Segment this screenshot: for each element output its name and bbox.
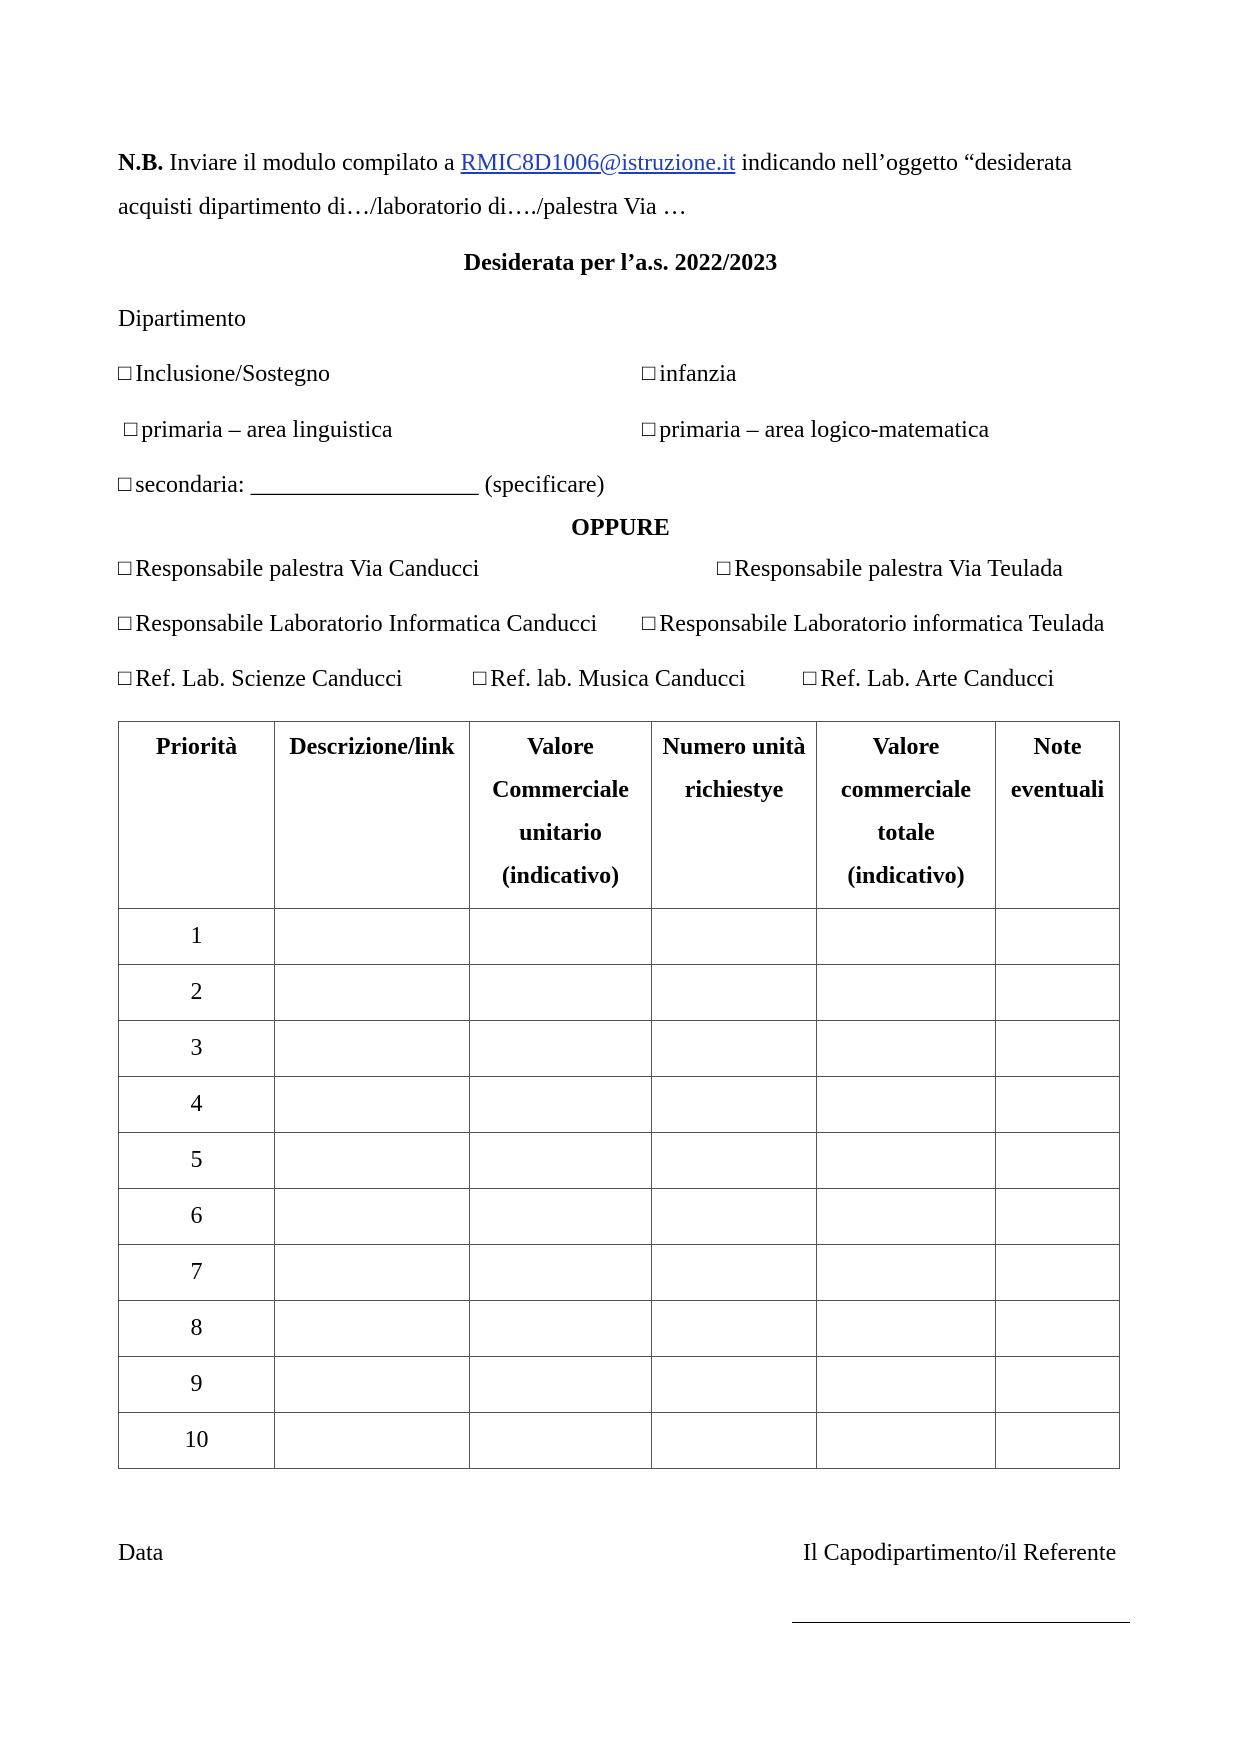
descrizione-cell[interactable] [275, 1245, 470, 1301]
option-label: Responsabile Laboratorio Informatica Canducci [135, 611, 598, 637]
option-inclusione[interactable] [118, 362, 330, 386]
checkbox-icon[interactable]: □ [717, 555, 731, 580]
priority-cell: 2 [119, 965, 275, 1021]
valore-totale-cell[interactable] [817, 1301, 996, 1357]
valore-totale-cell[interactable] [817, 965, 996, 1021]
option-label: infanzia [659, 361, 737, 387]
table-row [119, 909, 1120, 965]
option-label: Ref. lab. Musica Canducci [490, 666, 746, 692]
valore-totale-cell[interactable] [817, 909, 996, 965]
checkbox-icon[interactable]: □ [118, 610, 132, 635]
header-note: Note eventuali [996, 722, 1120, 909]
table-row [119, 1077, 1120, 1133]
descrizione-cell[interactable] [275, 1077, 470, 1133]
note-cell[interactable] [996, 1301, 1120, 1357]
valore-totale-cell[interactable] [817, 1245, 996, 1301]
numero-unita-cell[interactable] [652, 1189, 817, 1245]
option-label: Responsabile palestra Via Teulada [734, 556, 1063, 582]
table-row [119, 1357, 1120, 1413]
note-line-2: acquisti dipartimento di…/laboratorio di…./palestra Via … [118, 194, 687, 220]
option-ref-musica[interactable] [473, 667, 746, 691]
note-cell[interactable] [996, 909, 1120, 965]
checkbox-icon[interactable]: □ [118, 360, 132, 385]
option-palestra-canducci[interactable] [118, 557, 479, 581]
valore-unitario-cell[interactable] [470, 1189, 652, 1245]
checkbox-icon[interactable]: □ [642, 360, 656, 385]
priority-cell: 1 [119, 909, 275, 965]
header-valore-unitario: Valore Commerciale unitario (indicativo) [470, 722, 652, 909]
table-row [119, 1245, 1120, 1301]
priority-cell: 8 [119, 1301, 275, 1357]
numero-unita-cell[interactable] [652, 1021, 817, 1077]
note-cell[interactable] [996, 1077, 1120, 1133]
note-cell[interactable] [996, 965, 1120, 1021]
table-row [119, 1413, 1120, 1469]
option-lab-info-canducci[interactable] [118, 612, 597, 636]
table-row [119, 965, 1120, 1021]
table-row [119, 1133, 1120, 1189]
valore-totale-cell[interactable] [817, 1413, 996, 1469]
priority-cell: 9 [119, 1357, 275, 1413]
priority-cell: 6 [119, 1189, 275, 1245]
data-label: Data [118, 1540, 164, 1566]
valore-unitario-cell[interactable] [470, 965, 652, 1021]
header-descrizione: Descrizione/link [275, 722, 470, 909]
note-cell[interactable] [996, 1133, 1120, 1189]
note-text-2: indicando nell’oggetto “desiderata [735, 150, 1072, 176]
option-label: primaria – area logico-matematica [659, 417, 990, 443]
valore-unitario-cell[interactable] [470, 1021, 652, 1077]
note-text-1: Inviare il modulo compilato a [163, 150, 461, 176]
valore-totale-cell[interactable] [817, 1189, 996, 1245]
checkbox-icon[interactable]: □ [118, 665, 132, 690]
note-prefix: N.B. [118, 150, 164, 176]
option-label: Inclusione/Sostegno [135, 361, 330, 387]
option-ref-scienze[interactable] [118, 667, 403, 691]
checkbox-icon[interactable]: □ [642, 416, 656, 441]
option-label: primaria – area linguistica [141, 417, 393, 443]
checkbox-icon[interactable]: □ [124, 416, 138, 441]
option-infanzia[interactable] [642, 362, 737, 386]
numero-unita-cell[interactable] [652, 1301, 817, 1357]
option-primaria-matematica[interactable] [642, 418, 989, 442]
checkbox-icon[interactable]: □ [118, 555, 132, 580]
option-secondaria[interactable] [118, 473, 604, 497]
header-numero-unita: Numero unità richiestye [652, 722, 817, 909]
numero-unita-cell[interactable] [652, 1357, 817, 1413]
note-cell[interactable] [996, 1245, 1120, 1301]
checkbox-icon[interactable]: □ [473, 665, 487, 690]
checkbox-icon[interactable]: □ [803, 665, 817, 690]
numero-unita-cell[interactable] [652, 909, 817, 965]
numero-unita-cell[interactable] [652, 1077, 817, 1133]
table-header-row [119, 722, 1120, 909]
option-label: secondaria: ___________________ (specificare) [135, 472, 605, 498]
option-lab-info-teulada[interactable] [642, 612, 1104, 636]
note-cell[interactable] [996, 1357, 1120, 1413]
signature-line[interactable] [792, 1622, 1130, 1623]
option-label: Responsabile Laboratorio informatica Teulada [659, 611, 1105, 637]
priority-cell: 10 [119, 1413, 275, 1469]
table-row [119, 1189, 1120, 1245]
valore-totale-cell[interactable] [817, 1077, 996, 1133]
descrizione-cell[interactable] [275, 1189, 470, 1245]
numero-unita-cell[interactable] [652, 1133, 817, 1189]
priority-cell: 3 [119, 1021, 275, 1077]
note-cell[interactable] [996, 1021, 1120, 1077]
dipartimento-label: Dipartimento [118, 306, 246, 332]
priority-cell: 4 [119, 1077, 275, 1133]
descrizione-cell[interactable] [275, 1133, 470, 1189]
oppure-heading: OPPURE [571, 515, 670, 541]
note-line-1 [118, 151, 1072, 175]
header-valore-totale: Valore commerciale totale (indicativo) [817, 722, 996, 909]
descrizione-cell[interactable] [275, 1413, 470, 1469]
valore-unitario-cell[interactable] [470, 1301, 652, 1357]
note-cell[interactable] [996, 1413, 1120, 1469]
valore-unitario-cell[interactable] [470, 1413, 652, 1469]
option-palestra-teulada[interactable] [717, 557, 1063, 581]
valore-unitario-cell[interactable] [470, 1133, 652, 1189]
option-label: Ref. Lab. Arte Canducci [820, 666, 1055, 692]
descrizione-cell[interactable] [275, 1301, 470, 1357]
table-row [119, 1021, 1120, 1077]
descrizione-cell[interactable] [275, 1357, 470, 1413]
checkbox-icon[interactable]: □ [118, 471, 132, 496]
option-primaria-linguistica[interactable] [124, 418, 393, 442]
option-ref-arte[interactable] [803, 667, 1054, 691]
table-row [119, 1301, 1120, 1357]
valore-unitario-cell[interactable] [470, 1245, 652, 1301]
priority-cell: 5 [119, 1133, 275, 1189]
note-cell[interactable] [996, 1189, 1120, 1245]
valore-totale-cell[interactable] [817, 1133, 996, 1189]
numero-unita-cell[interactable] [652, 1413, 817, 1469]
numero-unita-cell[interactable] [652, 965, 817, 1021]
valore-unitario-cell[interactable] [470, 1357, 652, 1413]
priority-cell: 7 [119, 1245, 275, 1301]
valore-totale-cell[interactable] [817, 1021, 996, 1077]
signature-label: Il Capodipartimento/il Referente [803, 1540, 1117, 1566]
valore-unitario-cell[interactable] [470, 909, 652, 965]
option-label: Responsabile palestra Via Canducci [135, 556, 480, 582]
descrizione-cell[interactable] [275, 1021, 470, 1077]
valore-unitario-cell[interactable] [470, 1077, 652, 1133]
desiderata-table [118, 721, 1120, 1469]
descrizione-cell[interactable] [275, 965, 470, 1021]
page-title: Desiderata per l’a.s. 2022/2023 [463, 250, 778, 276]
header-priorita: Priorità [119, 722, 275, 909]
valore-totale-cell[interactable] [817, 1357, 996, 1413]
descrizione-cell[interactable] [275, 909, 470, 965]
numero-unita-cell[interactable] [652, 1245, 817, 1301]
checkbox-icon[interactable]: □ [642, 610, 656, 635]
option-label: Ref. Lab. Scienze Canducci [135, 666, 403, 692]
email-link[interactable]: RMIC8D1006@istruzione.it [460, 150, 736, 176]
